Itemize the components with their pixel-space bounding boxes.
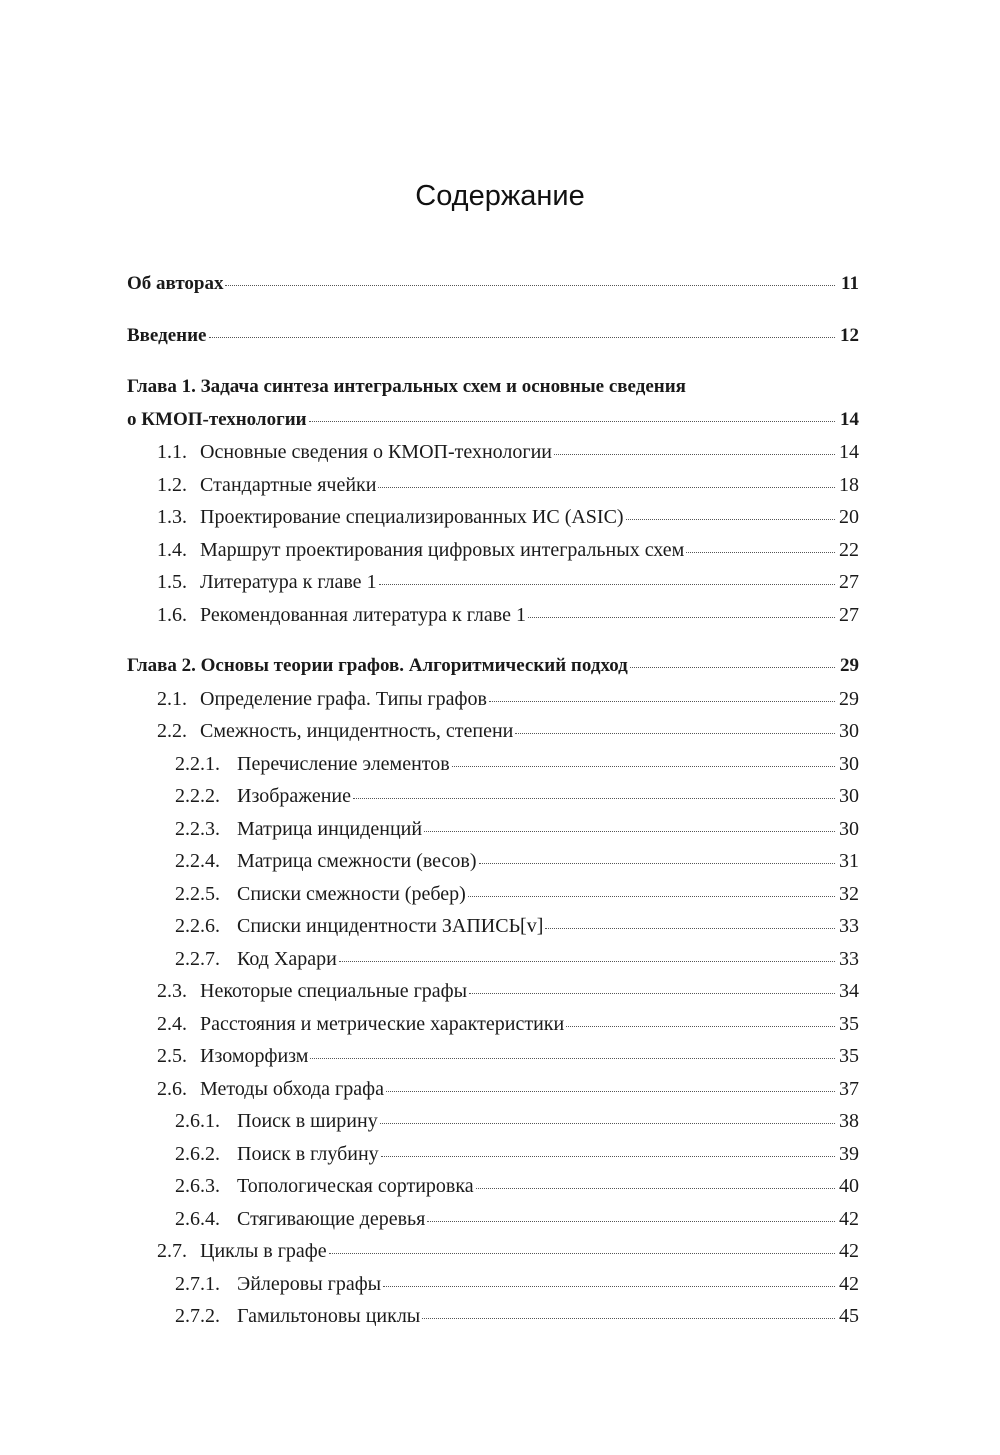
toc-section-label: Проектирование специализированных ИС (ASIC) <box>200 506 624 528</box>
dot-leader <box>329 1253 835 1254</box>
toc-page-number: 45 <box>839 1305 859 1327</box>
toc-page-number: 31 <box>839 850 859 872</box>
toc-page-number: 22 <box>839 538 859 561</box>
toc-page-number: 35 <box>839 1045 859 1067</box>
dot-leader <box>452 766 835 767</box>
toc-page-number: 30 <box>839 720 859 742</box>
toc-chapter1-title-line2[interactable] <box>127 404 859 437</box>
toc-section-number: 2.4. <box>157 1012 187 1035</box>
toc-section-entry[interactable] <box>127 469 859 502</box>
toc-section-label: Определение графа. Типы графов <box>200 687 487 710</box>
dot-leader <box>380 1123 835 1124</box>
dot-leader <box>545 928 835 929</box>
toc-page-number: 14 <box>839 441 859 463</box>
toc-page-number: 20 <box>839 506 859 528</box>
toc-page-number: 14 <box>840 408 859 430</box>
toc-chapter1-title-line1[interactable]: Глава 1. Задача синтеза интегральных схем и основные сведения <box>127 376 686 397</box>
dot-leader <box>554 454 835 455</box>
dot-leader <box>476 1188 835 1189</box>
toc-page-number: 32 <box>839 882 859 905</box>
toc-section-label: Эйлеровы графы <box>237 1272 382 1295</box>
toc-entry-label: Об авторах <box>127 273 224 294</box>
toc-section-label: Код Харари <box>237 947 337 970</box>
toc-section-label: Смежность, инцидентность, степени <box>200 720 514 742</box>
toc-section-number: 2.1. <box>157 687 187 710</box>
dot-leader <box>209 337 836 338</box>
toc-section-number: 2.2.6. <box>175 915 220 937</box>
toc-page-number: 34 <box>839 980 859 1002</box>
toc-section-entry[interactable] <box>127 1105 859 1138</box>
dot-leader <box>566 1026 835 1027</box>
dot-leader <box>378 487 835 488</box>
dot-leader <box>339 961 835 962</box>
toc-page-number: 42 <box>839 1240 859 1262</box>
toc-section-number: 2.6.1. <box>175 1110 220 1132</box>
toc-section-entry[interactable] <box>127 1203 859 1236</box>
toc-section-label: Циклы в графе <box>200 1240 327 1262</box>
dot-leader <box>626 519 835 520</box>
toc-section-label: Списки смежности (ребер) <box>237 882 466 905</box>
toc-page-number: 42 <box>839 1272 859 1295</box>
toc-section-number: 2.6.3. <box>175 1175 220 1197</box>
toc-page-number: 33 <box>839 947 859 970</box>
dot-leader <box>422 1318 835 1319</box>
toc-section-number: 2.2.4. <box>175 850 220 872</box>
toc-section-label: Стандартные ячейки <box>200 473 377 496</box>
toc-section-number: 2.3. <box>157 980 187 1002</box>
dot-leader <box>379 584 835 585</box>
toc-section-entry[interactable] <box>127 813 859 846</box>
toc-section-entry[interactable] <box>127 1138 859 1171</box>
toc-page-number: 30 <box>839 752 859 775</box>
toc-chapter2-title[interactable] <box>127 650 859 683</box>
toc-section-entry[interactable] <box>127 715 859 748</box>
toc-section-number: 2.7.2. <box>175 1305 220 1327</box>
toc-page-number: 12 <box>840 324 859 346</box>
dot-leader <box>353 798 835 799</box>
dot-leader <box>528 617 835 618</box>
toc-section-number: 2.2.7. <box>175 947 220 970</box>
dot-leader <box>469 993 835 994</box>
toc-section-number: 1.3. <box>157 506 187 528</box>
toc-section-label: Некоторые специальные графы <box>200 980 468 1002</box>
toc-section-entry[interactable] <box>127 975 859 1008</box>
toc-section-entry[interactable] <box>127 1268 859 1301</box>
toc-section-label: Поиск в глубину <box>237 1142 379 1165</box>
dot-leader <box>310 1058 835 1059</box>
toc-section-entry[interactable] <box>127 943 859 976</box>
toc-section-entry[interactable] <box>127 1008 859 1041</box>
toc-page-number: 18 <box>839 473 859 496</box>
toc-section-entry[interactable] <box>127 436 859 469</box>
toc-section-label: Маршрут проектирования цифровых интегральных схем <box>200 538 685 561</box>
toc-section-label: Гамильтоновы циклы <box>237 1305 421 1327</box>
toc-section-label: Изоморфизм <box>200 1045 309 1067</box>
toc-page-number: 11 <box>841 273 859 294</box>
page-title: Содержание <box>415 180 585 212</box>
toc-page-number: 29 <box>839 687 859 710</box>
toc-page-number: 42 <box>839 1207 859 1230</box>
toc-section-entry[interactable] <box>127 1170 859 1203</box>
toc-section-label: Списки инцидентности ЗАПИСЬ[v] <box>237 915 544 937</box>
toc-section-label: Матрица инциденций <box>237 817 423 840</box>
toc-section-entry[interactable] <box>127 878 859 911</box>
toc-section-entry[interactable] <box>127 501 859 534</box>
dot-leader <box>489 701 835 702</box>
toc-page-number: 30 <box>839 785 859 807</box>
toc-section-entry[interactable] <box>127 780 859 813</box>
toc-page-number: 27 <box>839 571 859 593</box>
toc-section-entry[interactable] <box>127 845 859 878</box>
toc-section-entry[interactable] <box>127 1073 859 1106</box>
toc-section-entry[interactable] <box>127 599 859 632</box>
toc-section-label: Расстояния и метрические характеристики <box>200 1012 565 1035</box>
toc-section-entry[interactable] <box>127 910 859 943</box>
dot-leader <box>630 667 835 668</box>
dot-leader <box>225 285 835 286</box>
toc-entry-about[interactable] <box>127 268 859 301</box>
dot-leader <box>427 1221 835 1222</box>
dot-leader <box>386 1091 835 1092</box>
toc-section-entry[interactable] <box>127 683 859 716</box>
toc-section-number: 2.5. <box>157 1045 187 1067</box>
toc-entry-label: Введение <box>127 324 207 346</box>
toc-entry-label: Глава 2. Основы теории графов. Алгоритмический подход <box>127 655 628 676</box>
toc-section-entry[interactable] <box>127 1300 859 1333</box>
toc-section-label: Основные сведения о КМОП-технологии <box>200 441 553 463</box>
toc-section-number: 2.2.5. <box>175 882 220 905</box>
toc-section-number: 2.6.2. <box>175 1142 220 1165</box>
toc-entry-intro[interactable] <box>127 320 859 353</box>
toc-section-number: 1.5. <box>157 571 187 593</box>
chapter2-sections <box>127 683 859 1333</box>
dot-leader <box>515 733 835 734</box>
toc-section-label: Перечисление элементов <box>237 752 450 775</box>
toc-section-label: Топологическая сортировка <box>237 1175 474 1197</box>
table-of-contents <box>127 268 859 1333</box>
dot-leader <box>686 552 835 553</box>
dot-leader <box>479 863 835 864</box>
toc-section-number: 2.2.3. <box>175 817 220 840</box>
toc-page-number: 40 <box>839 1175 859 1197</box>
toc-section-number: 1.2. <box>157 473 187 496</box>
dot-leader <box>309 421 835 422</box>
toc-page-number: 30 <box>839 817 859 840</box>
toc-page-number: 33 <box>839 915 859 937</box>
toc-page-number: 35 <box>839 1012 859 1035</box>
toc-section-label: Изображение <box>237 785 351 807</box>
toc-section-number: 2.7. <box>157 1240 187 1262</box>
toc-section-number: 2.6. <box>157 1077 187 1100</box>
toc-section-entry[interactable] <box>127 566 859 599</box>
dot-leader <box>381 1156 835 1157</box>
toc-section-number: 2.6.4. <box>175 1207 220 1230</box>
toc-page-number: 39 <box>839 1142 859 1165</box>
toc-section-label: Рекомендованная литература к главе 1 <box>200 603 526 626</box>
toc-section-number: 1.6. <box>157 603 187 626</box>
toc-section-entry[interactable] <box>127 534 859 567</box>
toc-section-number: 2.2. <box>157 720 187 742</box>
toc-section-label: Матрица смежности (весов) <box>237 850 477 872</box>
dot-leader <box>424 831 835 832</box>
toc-section-number: 2.2.1. <box>175 752 220 775</box>
toc-entry-label: о КМОП-технологии <box>127 408 307 430</box>
toc-section-label: Литература к главе 1 <box>200 571 377 593</box>
toc-section-label: Стягивающие деревья <box>237 1207 426 1230</box>
toc-section-number: 1.4. <box>157 538 187 561</box>
toc-page-number: 37 <box>839 1077 859 1100</box>
toc-section-number: 2.7.1. <box>175 1272 220 1295</box>
chapter1-sections <box>127 436 859 631</box>
toc-section-label: Методы обхода графа <box>200 1077 384 1100</box>
toc-section-number: 1.1. <box>157 441 187 463</box>
toc-page-number: 38 <box>839 1110 859 1132</box>
toc-section-entry[interactable] <box>127 1235 859 1268</box>
dot-leader <box>468 896 835 897</box>
toc-section-entry[interactable] <box>127 1040 859 1073</box>
toc-page-number: 27 <box>839 603 859 626</box>
toc-section-number: 2.2.2. <box>175 785 220 807</box>
toc-page-number: 29 <box>840 655 859 676</box>
dot-leader <box>383 1286 835 1287</box>
toc-section-entry[interactable] <box>127 748 859 781</box>
toc-section-label: Поиск в ширину <box>237 1110 378 1132</box>
